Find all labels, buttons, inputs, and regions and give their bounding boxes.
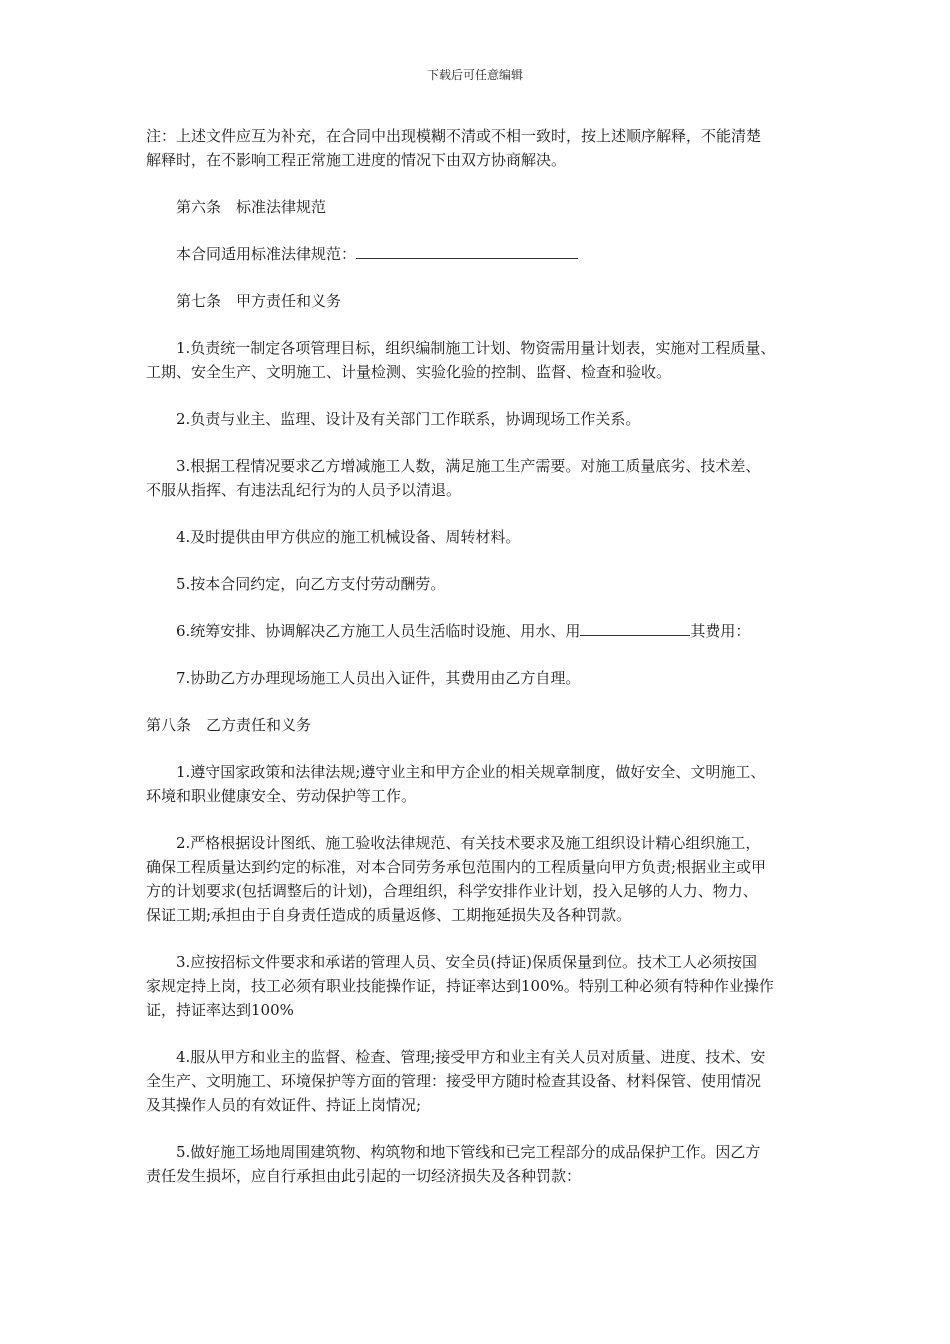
blank-line (356, 242, 578, 259)
article-7-item-1 (146, 336, 810, 384)
item-line: 证，持证率达到100% (146, 1001, 294, 1019)
article-7-title: 第七条 甲方责任和义务 (176, 292, 342, 310)
item-line: 保证工期;承担由于自身责任造成的质量返修、工期拖延损失及各种罚款。 (146, 906, 632, 924)
article-6-text: 本合同适用标准法律规范： (176, 245, 357, 263)
item-line: 方的计划要求(包括调整后的计划)，合理组织，科学安排作业计划，投入足够的人力、物力、 (146, 882, 758, 900)
item-line: 环境和职业健康安全、劳动保护等工作。 (146, 787, 417, 805)
article-8-title: 第八条 乙方责任和义务 (146, 716, 312, 734)
item-line: 确保工程质量达到约定的标准，对本合同劳务承包范围内的工程质量向甲方负责;根据业主或甲 (146, 858, 767, 876)
item-line: 家规定持上岗，技工必须有职业技能操作证，持证率达到100%。特别工种必须有特种作业操作 (146, 977, 774, 995)
item-line: 5.做好施工场地周围建筑物、构筑物和地下管线和已完工程部分的成品保护工作。因乙方 (176, 1143, 761, 1161)
article-7-item-3 (146, 454, 810, 502)
page-header: 下载后可任意编辑 (426, 68, 523, 82)
item-line: 3.应按招标文件要求和承诺的管理人员、安全员(持证)保质保量到位。技术工人必须按国 (176, 953, 758, 971)
article-7-item-6 (146, 619, 810, 643)
note-paragraph (146, 124, 810, 172)
item-line: 全生产、文明施工、环境保护等方面的管理：接受甲方随时检查其设备、材料保管、使用情况 (146, 1072, 762, 1090)
item-line: 工期、安全生产、文明施工、计量检测、实验化验的控制、监督、检查和验收。 (146, 363, 672, 381)
article-8-item-5 (146, 1140, 810, 1188)
note-line: 解释时，在不影响工程正常施工进度的情况下由双方协商解决。 (146, 151, 567, 169)
article-7-item-2: 2.负责与业主、监理、设计及有关部门工作联系，协调现场工作关系。 (176, 410, 641, 428)
item-line: 3.根据工程情况要求乙方增减施工人数，满足施工生产需要。对施工质量底劣、技术差、 (176, 457, 761, 475)
item-line: 不服从指挥、有违法乱纪行为的人员予以清退。 (146, 481, 462, 499)
item-line: 1.遵守国家政策和法律法规;遵守业主和甲方企业的相关规章制度，做好安全、文明施工、 (176, 763, 766, 781)
blank-line (580, 619, 690, 636)
article-7-item-5: 5.按本合同约定，向乙方支付劳动酬劳。 (176, 575, 446, 593)
article-6-body (146, 242, 810, 266)
item-line: 责任发生损坏，应自行承担由此引起的一切经济损失及各种罚款： (146, 1167, 582, 1185)
article-8-item-2 (146, 831, 810, 927)
article-8-item-4 (146, 1045, 810, 1117)
item-text: 6.统筹安排、协调解决乙方施工人员生活临时设施、用水、用 (176, 622, 581, 640)
item-line: 及其操作人员的有效证件、持证上岗情况; (146, 1096, 422, 1114)
item-line: 1.负责统一制定各项管理目标，组织编制施工计划、物资需用量计划表，实施对工程质量、 (176, 339, 776, 357)
article-7-item-7: 7.协助乙方办理现场施工人员出入证件，其费用由乙方自理。 (176, 669, 581, 687)
item-line: 4.服从甲方和业主的监督、检查、管理;接受甲方和业主有关人员对质量、进度、技术、安 (176, 1048, 766, 1066)
article-6-title: 第六条 标准法律规范 (176, 198, 327, 216)
document-body (146, 124, 810, 1211)
article-7-item-4: 4.及时提供由甲方供应的施工机械设备、周转材料。 (176, 528, 521, 546)
item-text: 其费用： (690, 622, 751, 640)
article-8-item-1 (146, 760, 810, 808)
item-line: 2.严格根据设计图纸、施工验收法律规范、有关技术要求及施工组织设计精心组织施工， (176, 834, 761, 852)
note-line: 注：上述文件应互为补充，在合同中出现模糊不清或不相一致时，按上述顺序解释，不能清楚 (146, 127, 762, 145)
article-8-item-3 (146, 950, 810, 1022)
